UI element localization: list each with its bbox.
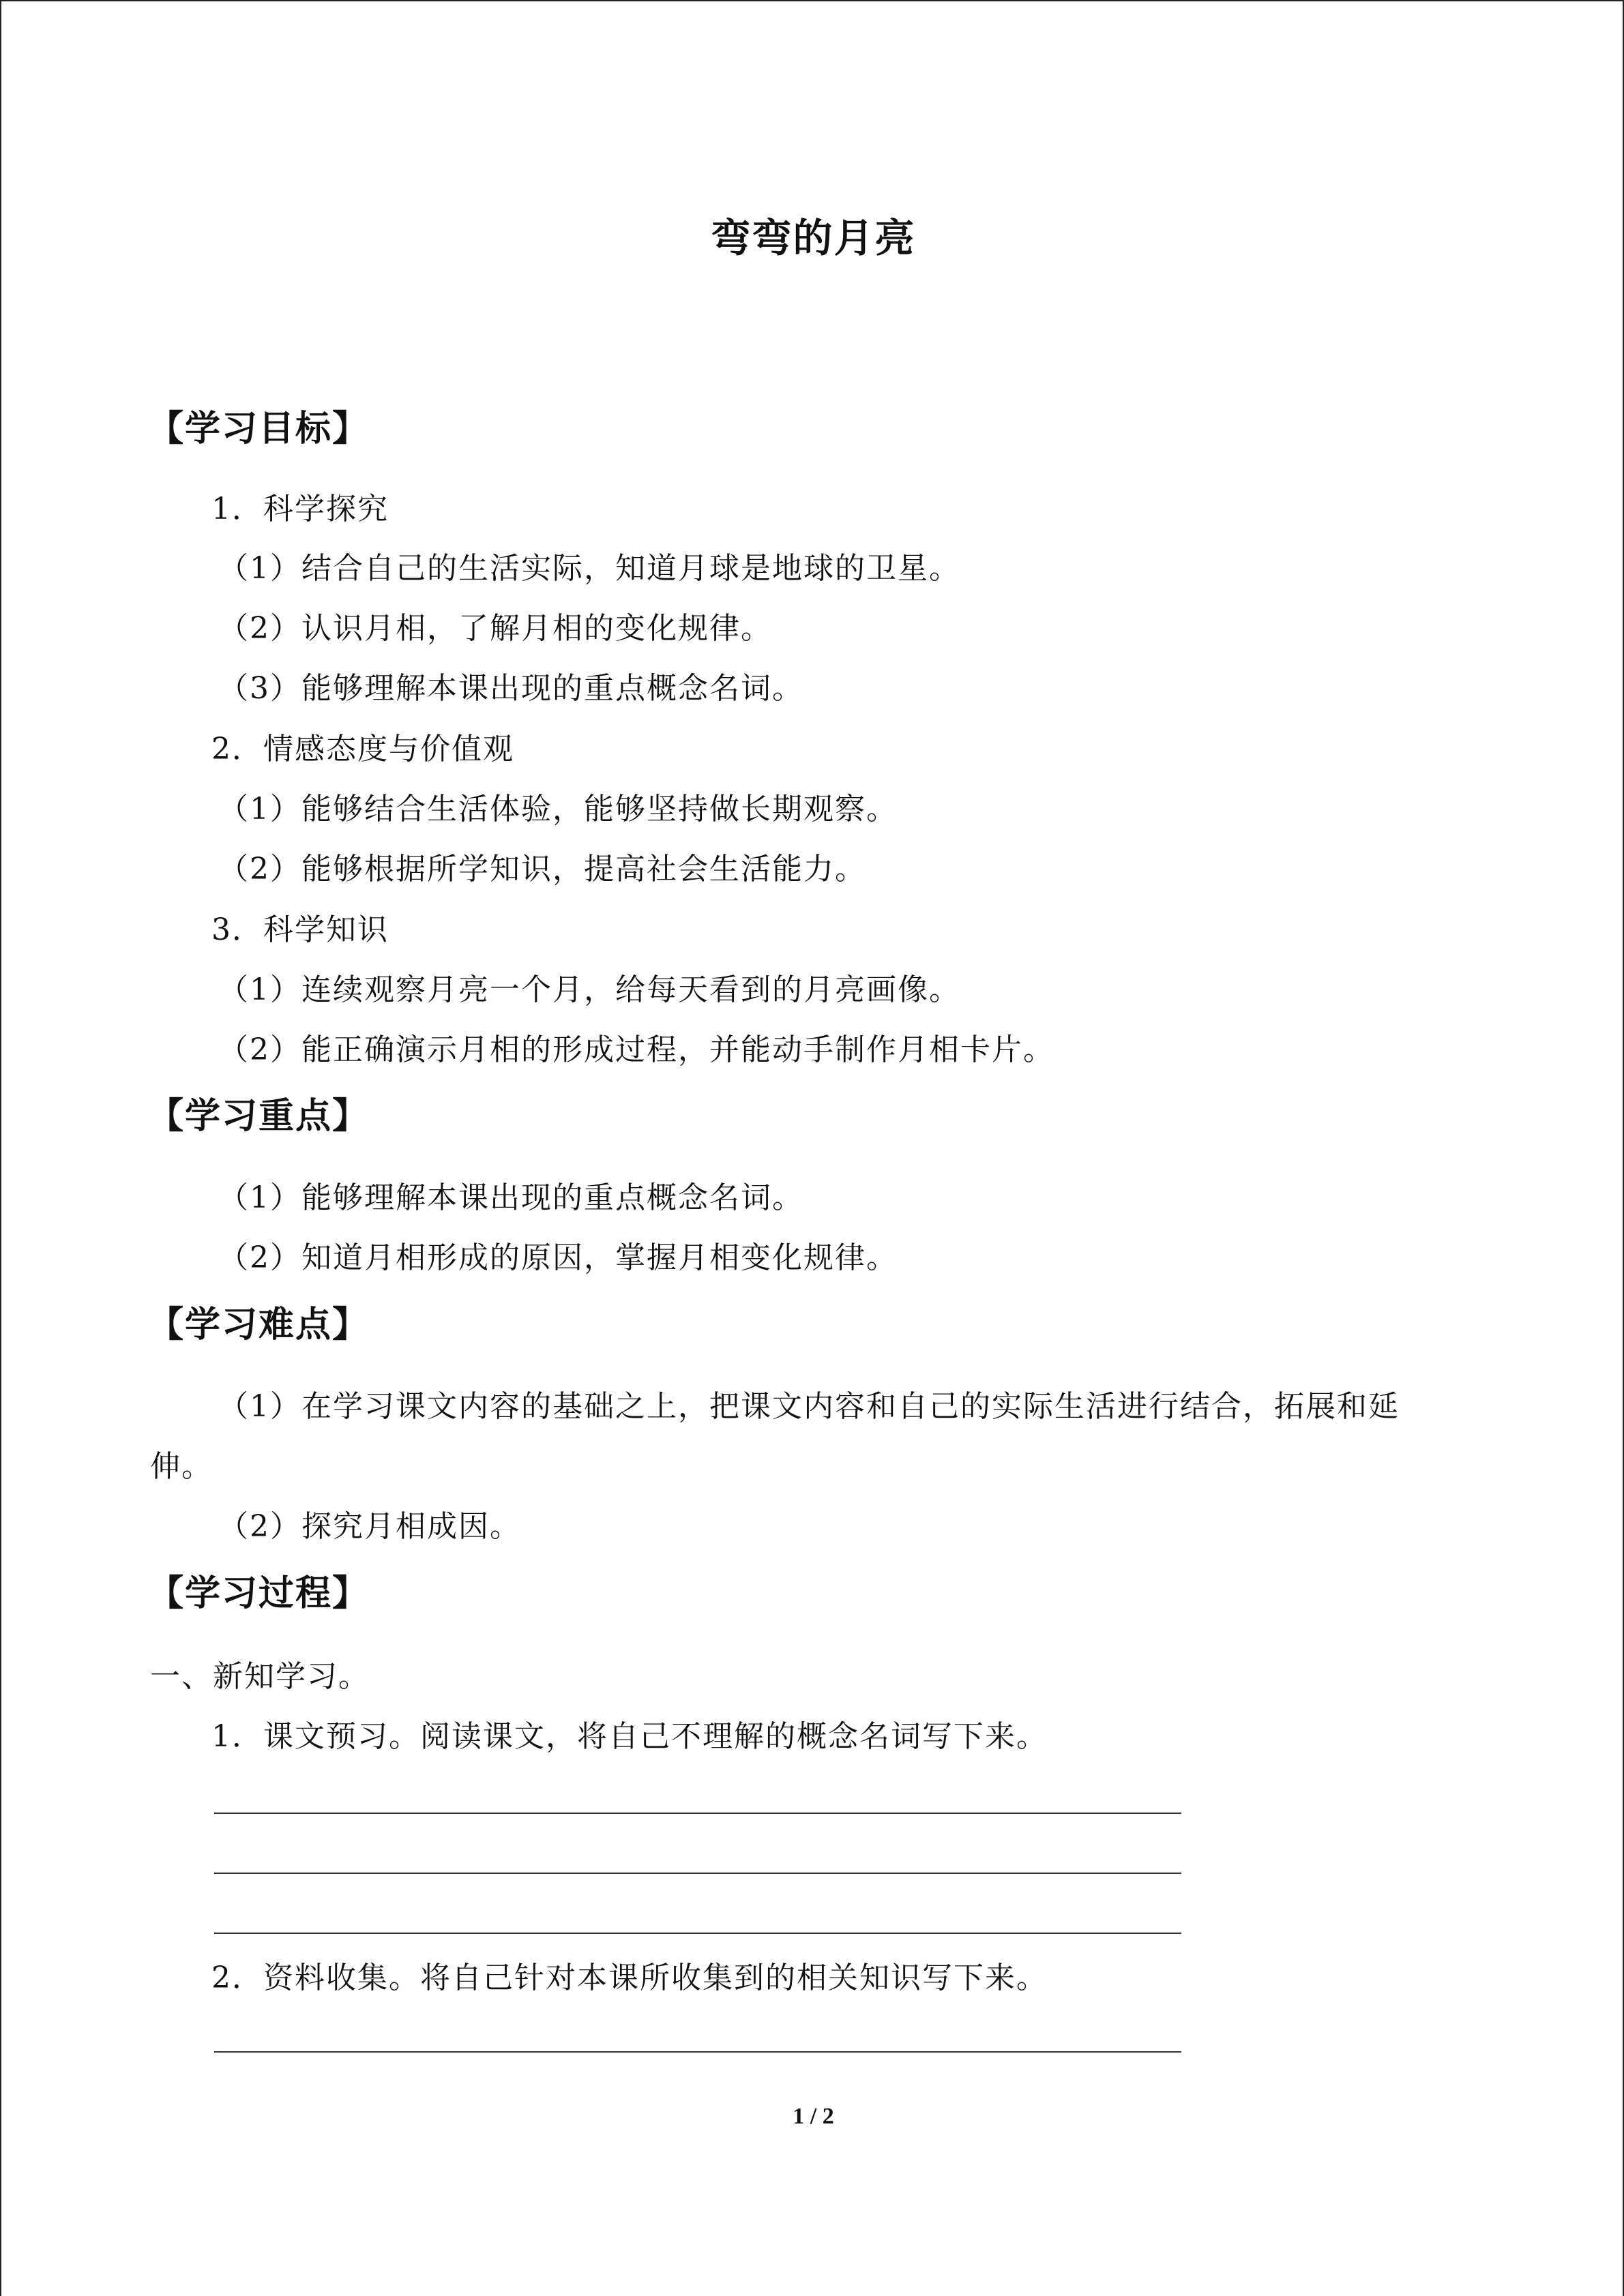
objective-line: 1．科学探究 xyxy=(211,492,389,526)
objective-line: （1）结合自己的生活实际，知道月球是地球的卫星。 xyxy=(218,551,960,586)
section-heading-objectives: 【学习目标】 xyxy=(148,408,370,449)
process-line: 2．资料收集。将自己针对本课所收集到的相关知识写下来。 xyxy=(211,1960,1048,1995)
objective-line: （2）认识月相，了解月相的变化规律。 xyxy=(218,611,772,646)
objective-line: （2）能够根据所学知识，提高社会生活能力。 xyxy=(218,852,866,886)
process-line: 一、新知学习。 xyxy=(150,1659,370,1694)
difficulty-line: （2）探究月相成因。 xyxy=(218,1509,521,1544)
objective-line: （2）能正确演示月相的形成过程，并能动手制作月相卡片。 xyxy=(218,1032,1054,1067)
objective-line: 3．科学知识 xyxy=(211,912,389,947)
page-number: 1 / 2 xyxy=(793,2104,834,2129)
difficulty-line: （1）在学习课文内容的基础之上，把课文内容和自己的实际生活进行结合，拓展和延 xyxy=(218,1389,1400,1424)
difficulty-line: 伸。 xyxy=(150,1449,213,1484)
objective-line: （3）能够理解本课出现的重点概念名词。 xyxy=(218,671,803,706)
key-point-line: （1）能够理解本课出现的重点概念名词。 xyxy=(218,1180,803,1215)
answer-line[interactable] xyxy=(214,2051,1181,2053)
answer-line[interactable] xyxy=(214,1873,1181,1874)
section-heading-difficulties: 【学习难点】 xyxy=(148,1304,370,1345)
answer-line[interactable] xyxy=(214,1933,1181,1934)
section-heading-key-points: 【学习重点】 xyxy=(148,1095,370,1137)
page-title: 弯弯的月亮 xyxy=(711,215,916,261)
process-line: 1．课文预习。阅读课文，将自己不理解的概念名词写下来。 xyxy=(211,1719,1048,1754)
key-point-line: （2）知道月相形成的原因，掌握月相变化规律。 xyxy=(218,1240,898,1275)
objective-line: 2．情感态度与价值观 xyxy=(211,732,514,766)
answer-line[interactable] xyxy=(214,1813,1181,1814)
objective-line: （1）连续观察月亮一个月，给每天看到的月亮画像。 xyxy=(218,972,960,1007)
section-heading-process: 【学习过程】 xyxy=(148,1572,370,1614)
objective-line: （1）能够结合生活体验，能够坚持做长期观察。 xyxy=(218,792,898,826)
